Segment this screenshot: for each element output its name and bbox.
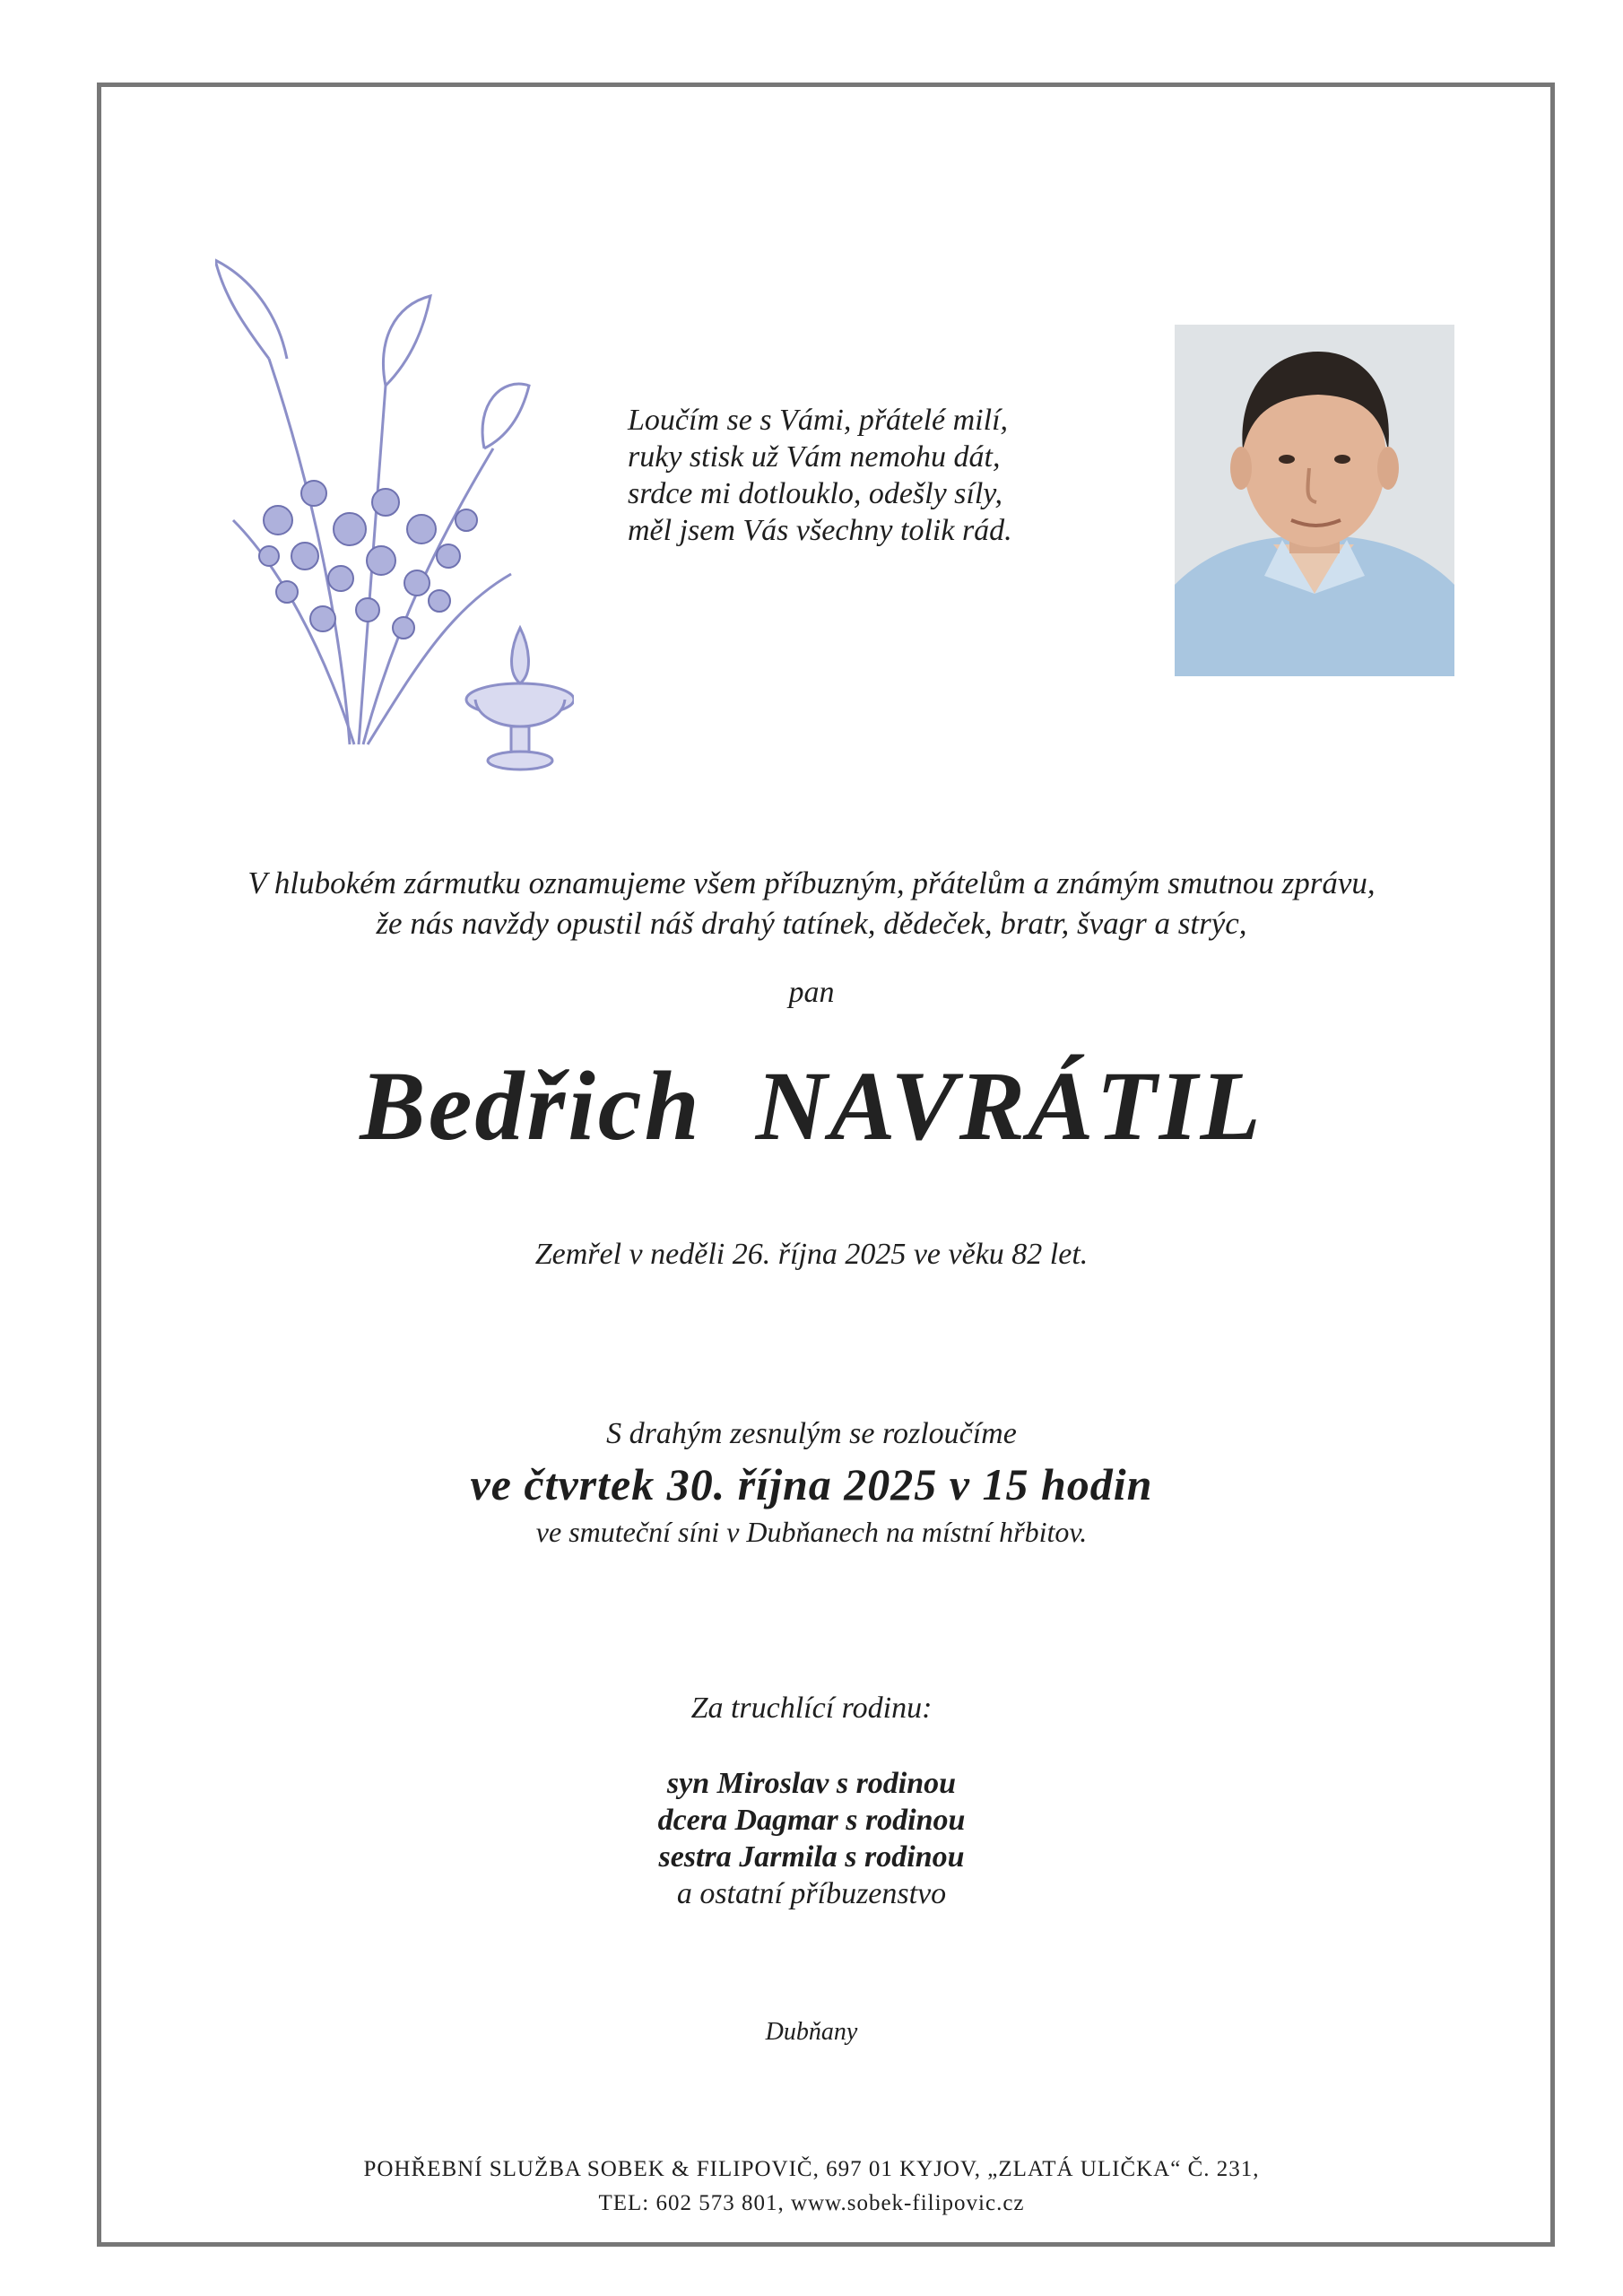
poem-line: srdce mi dotlouklo, odešly síly, [628, 477, 1003, 510]
first-name: Bedřich [360, 1051, 702, 1161]
footer-address: POHŘEBNÍ SLUŽBA SOBEK & FILIPOVIČ, 697 01 KYJOV, „ZLATÁ ULIČKA“ Č. 231, [363, 2157, 1260, 2181]
title-word: pan [788, 976, 835, 1009]
deceased-name [0, 1048, 1623, 1164]
portrait-photo [1175, 325, 1454, 676]
poem-line: Loučím se s Vámi, přátelé milí, [628, 404, 1009, 437]
funeral-service-footer [0, 2152, 1623, 2221]
family-member: sestra Jarmila s rodinou [658, 1840, 965, 1874]
announcement-line: V hlubokém zármutku oznamujeme všem příbuzným, přátelům a známým smutnou zprávu, [247, 865, 1376, 900]
poem-line: ruky stisk už Vám nemohu dát, [628, 440, 1001, 474]
family-member: dcera Dagmar s rodinou [657, 1804, 966, 1837]
place-name: Dubňany [765, 2018, 858, 2046]
family-member: syn Miroslav s rodinou [666, 1767, 957, 1800]
footer-contact: TEL: 602 573 801, www.sobek-filipovic.cz [598, 2191, 1025, 2215]
mourners-heading: Za truchlící rodinu: [690, 1692, 933, 1725]
flower-vase-illustration [215, 224, 574, 780]
death-notice: Zemřel v neděli 26. října 2025 ve věku 82 let. [534, 1238, 1089, 1271]
farewell-poem [628, 402, 1130, 549]
announcement-line: že nás navždy opustil náš drahý tatínek, dědeček, bratr, švagr a strýc, [376, 906, 1247, 941]
family-list [0, 1765, 1623, 1912]
farewell-location: ve smuteční síni v Dubňanech na místní hřbitov. [535, 1516, 1088, 1548]
announcement-text [0, 863, 1623, 944]
poem-line: měl jsem Vás všechny tolik rád. [628, 514, 1012, 547]
farewell-intro: S drahým zesnulým se rozloučíme [606, 1417, 1017, 1450]
farewell-datetime: ve čtvrtek 30. října 2025 v 15 hodin [470, 1459, 1153, 1509]
last-name: NAVRÁTIL [755, 1051, 1263, 1161]
family-member: a ostatní příbuzenstvo [676, 1877, 947, 1910]
